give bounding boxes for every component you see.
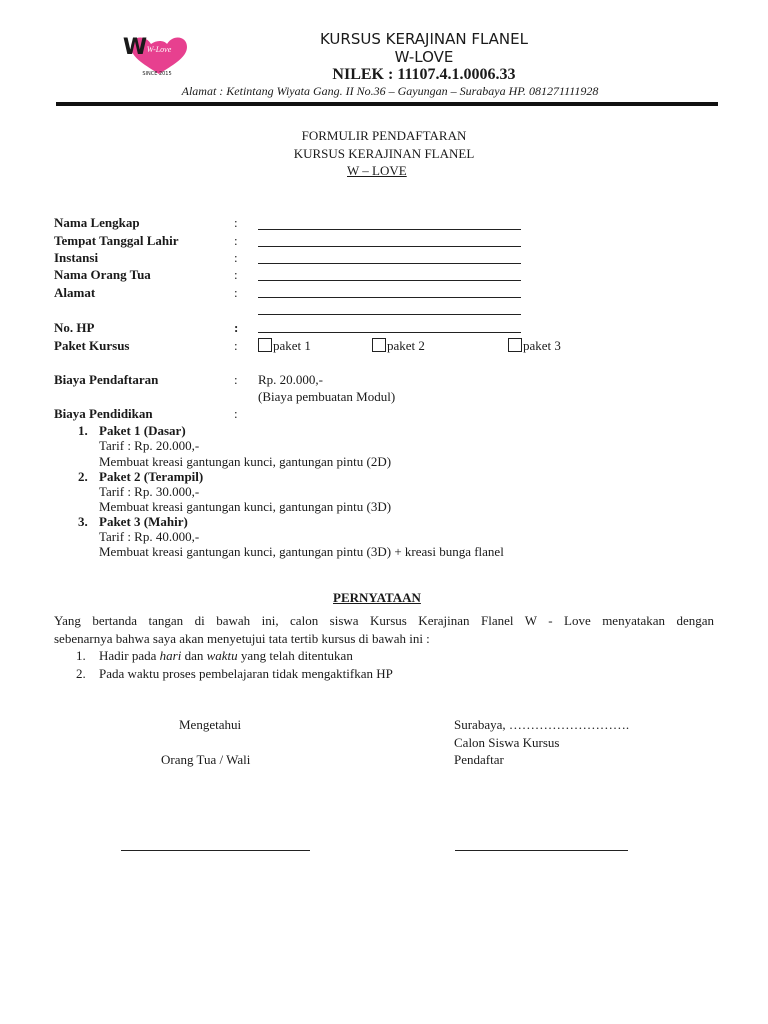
package-1-tarif: Tarif : Rp. 20.000,- [99, 438, 200, 453]
biaya-pendaftaran-amount: Rp. 20.000,- [258, 372, 323, 387]
field-colon: : [234, 233, 238, 248]
field-colon: : [234, 320, 239, 335]
pernyataan-title: PERNYATAAN [333, 590, 421, 605]
logo-graphic [101, 30, 213, 78]
package-3-desc: Membuat kreasi gantungan kunci, gantungan pintu (3D) + kreasi bunga flanel [99, 544, 504, 559]
paket-3-checkbox[interactable] [508, 338, 522, 352]
pernyataan-item-2: Pada waktu proses pembelajaran tidak mengaktifkan HP [99, 666, 393, 681]
form-title-3: W – LOVE [347, 163, 407, 178]
instansi-input-line[interactable] [258, 263, 521, 264]
field-colon: : [234, 267, 238, 282]
signature-right-line[interactable] [455, 850, 628, 851]
pernyataan-item-2-number: 2. [76, 666, 86, 681]
paket-1-label: paket 1 [273, 338, 311, 353]
header-subtitle: W-LOVE [394, 48, 454, 66]
item-1-hari: hari [159, 648, 182, 663]
signature-left-line[interactable] [121, 850, 310, 851]
package-2-number: 2. [78, 469, 88, 484]
ttl-input-line[interactable] [258, 246, 521, 247]
package-2-tarif: Tarif : Rp. 30.000,- [99, 484, 200, 499]
pernyataan-intro-line-1: Yang bertanda tangan di bawah ini, calon siswa Kursus Kerajinan Flanel W - Love menyatakan dengan [54, 613, 714, 628]
pernyataan-intro-line-2: sebenarnya bahwa saya akan menyetujui tata tertib kursus di bawah ini : [54, 631, 430, 646]
item-1-mid: dan [181, 648, 207, 663]
alamat-input-line-1[interactable] [258, 297, 521, 298]
pernyataan-item-1-number: 1. [76, 648, 86, 663]
signature-right-role-1: Calon Siswa Kursus [454, 735, 560, 750]
header-rule [56, 102, 718, 106]
signature-left-role: Orang Tua / Wali [161, 752, 251, 767]
biaya-pendaftaran-colon: : [234, 372, 238, 387]
biaya-pendidikan-colon: : [234, 406, 238, 421]
field-nama-orang-tua-label: Nama Orang Tua [54, 267, 151, 282]
field-colon: : [234, 250, 238, 265]
package-2-name: Paket 2 (Terampil) [99, 469, 204, 484]
alamat-input-line-2[interactable] [258, 314, 521, 315]
field-ttl-label: Tempat Tanggal Lahir [54, 233, 179, 248]
header-address: Alamat : Ketintang Wiyata Gang. II No.36 – Gayungan – Surabaya HP. 081271111928 [181, 84, 599, 98]
item-1-pre: Hadir pada [99, 648, 160, 663]
item-1-waktu: waktu [206, 648, 238, 663]
paket-3-label: paket 3 [523, 338, 561, 353]
paket-kursus-label: Paket Kursus [54, 338, 130, 353]
nama-lengkap-input-line[interactable] [258, 229, 521, 230]
package-1-name: Paket 1 (Dasar) [99, 423, 186, 438]
header-title: KURSUS KERAJINAN FLANEL [320, 30, 528, 48]
field-nama-lengkap-label: Nama Lengkap [54, 215, 140, 230]
no-hp-input-line[interactable] [258, 332, 521, 333]
pernyataan-item-1 [99, 648, 353, 664]
biaya-pendaftaran-label: Biaya Pendaftaran [54, 372, 159, 387]
paket-colon: : [234, 338, 238, 353]
item-1-post: yang telah ditentukan [237, 648, 353, 663]
logo [101, 30, 213, 78]
signature-left-top: Mengetahui [179, 717, 242, 732]
package-2-desc: Membuat kreasi gantungan kunci, gantungan pintu (3D) [99, 499, 392, 514]
field-colon: : [234, 215, 238, 230]
paket-1-checkbox[interactable] [258, 338, 272, 352]
signature-right-role-2: Pendaftar [454, 752, 504, 767]
package-1-number: 1. [78, 423, 88, 438]
paket-2-checkbox[interactable] [372, 338, 386, 352]
header-nilek: NILEK : 11107.4.1.0006.33 [332, 66, 516, 83]
signature-right-city: Surabaya, ………………………. [454, 717, 630, 732]
package-3-tarif: Tarif : Rp. 40.000,- [99, 529, 200, 544]
nama-orang-tua-input-line[interactable] [258, 280, 521, 281]
field-instansi-label: Instansi [54, 250, 99, 265]
logo-since: SINCE 2015 [142, 71, 172, 77]
package-3-number: 3. [78, 514, 88, 529]
package-3-name: Paket 3 (Mahir) [99, 514, 188, 529]
field-no-hp-label: No. HP [54, 320, 95, 335]
logo-heart-text: W-Love [146, 45, 172, 54]
logo-letter: W [122, 35, 148, 60]
paket-2-label: paket 2 [387, 338, 425, 353]
field-alamat-label: Alamat [54, 285, 96, 300]
package-1-desc: Membuat kreasi gantungan kunci, gantungan pintu (2D) [99, 454, 392, 469]
form-title-2: KURSUS KERAJINAN FLANEL [293, 146, 475, 161]
biaya-pendidikan-label: Biaya Pendidikan [54, 406, 153, 421]
field-colon: : [234, 285, 238, 300]
form-title-1: FORMULIR PENDAFTARAN [301, 128, 467, 143]
biaya-pendaftaran-note: (Biaya pembuatan Modul) [258, 389, 396, 404]
